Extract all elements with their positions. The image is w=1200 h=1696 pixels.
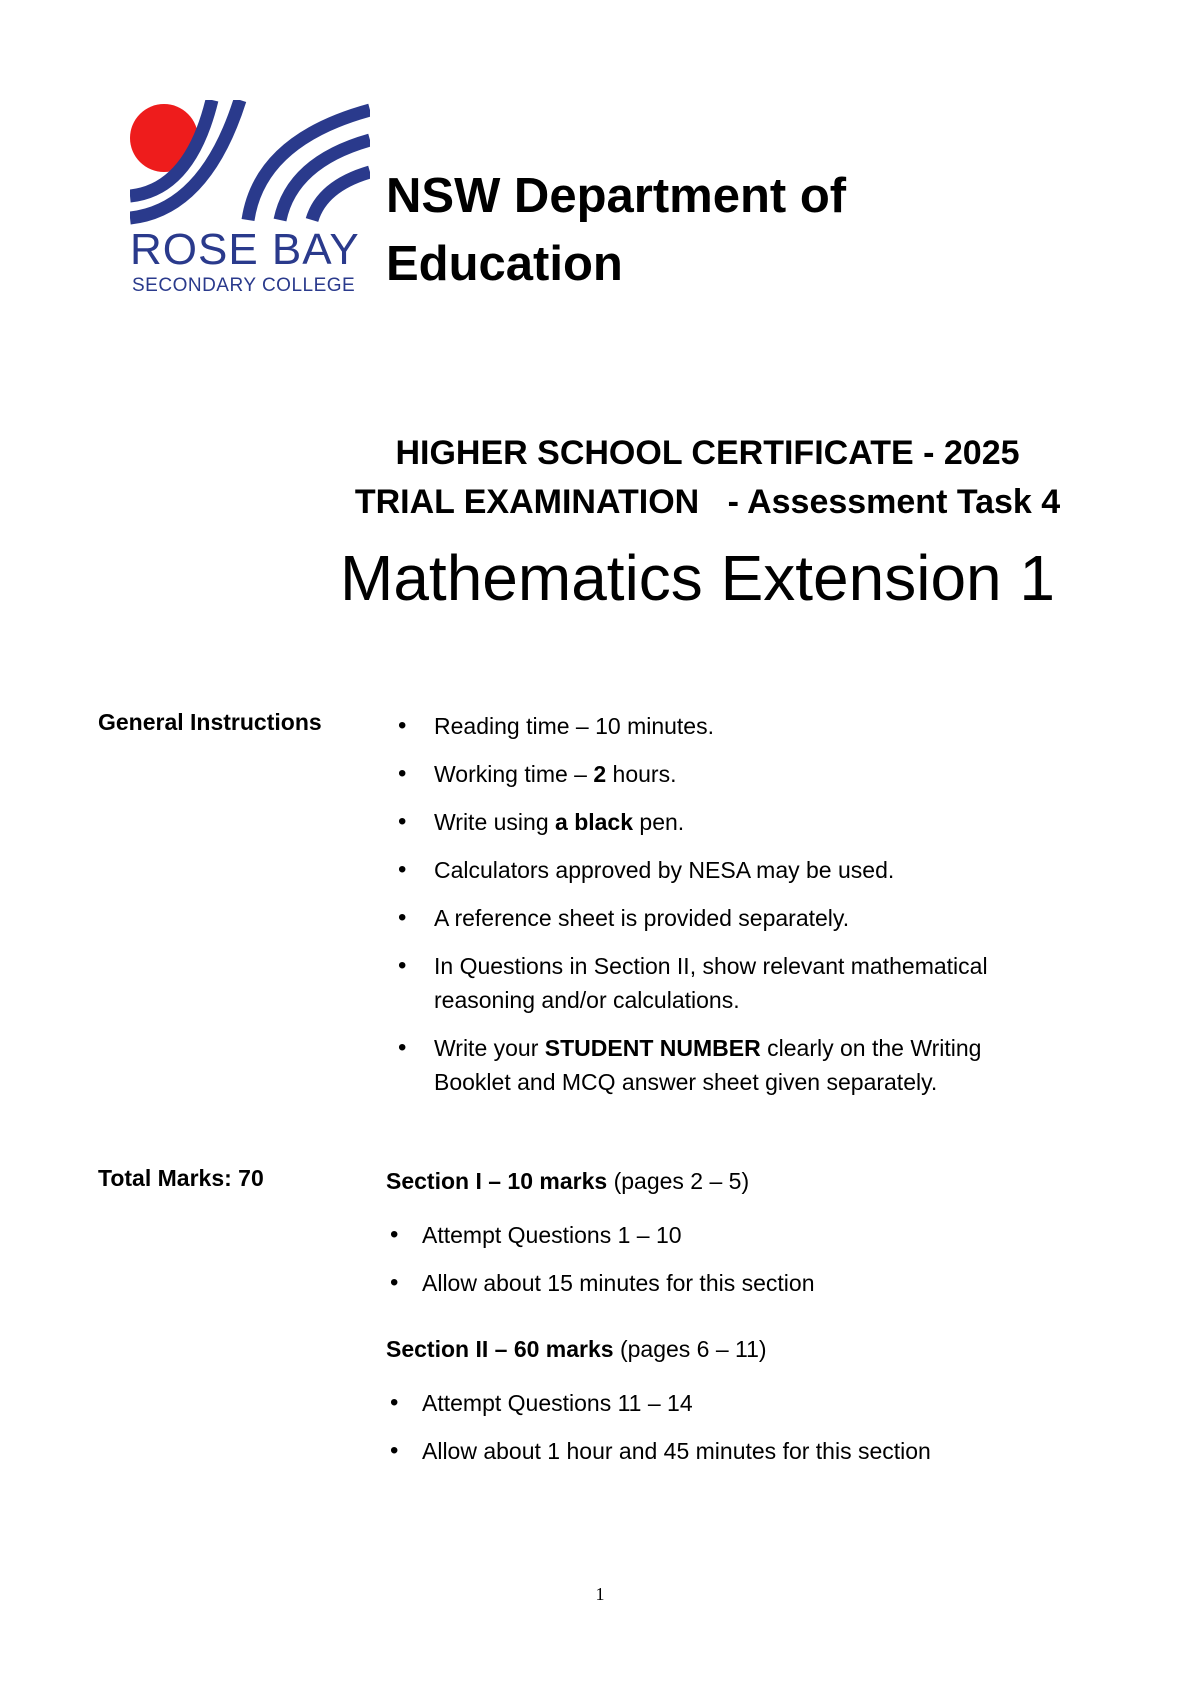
instruction-item: • Calculators approved by NESA may be used.: [386, 853, 1106, 887]
exam-title-line2: [300, 483, 1115, 522]
department-line2: Education: [386, 237, 623, 291]
section-2-item: • Attempt Questions 11 – 14: [386, 1386, 1106, 1420]
exam-title-line1: HIGHER SCHOOL CERTIFICATE - 2025: [395, 434, 1020, 472]
general-instructions-list: [386, 709, 1106, 1113]
instruction-item: • In Questions in Section II, show relevant mathematical reasoning and/or calculations.: [386, 949, 994, 1017]
section-1-heading: Section I – 10 marks (pages 2 – 5): [386, 1168, 750, 1194]
section-2-item: • Allow about 1 hour and 45 minutes for this section: [386, 1434, 1106, 1468]
instruction-item: • Reading time – 10 minutes.: [386, 709, 1106, 743]
logo-subtitle: SECONDARY COLLEGE: [132, 275, 356, 296]
section-1-item: • Allow about 15 minutes for this section: [386, 1266, 1106, 1300]
general-instructions-label: General Instructions: [98, 709, 322, 735]
rose-bay-logo-icon: [130, 100, 370, 230]
department-heading: [386, 162, 846, 298]
section-2: [386, 1332, 1106, 1468]
exam-title-main: TRIAL EXAMINATION: [354, 483, 700, 521]
section-2-heading: Section II – 60 marks (pages 6 – 11): [386, 1336, 767, 1362]
instruction-item: • Write your STUDENT NUMBER clearly on the Writing Booklet and MCQ answer sheet given separately.: [386, 1031, 1054, 1099]
section-1: [386, 1164, 1106, 1300]
page-number: 1: [595, 1584, 605, 1604]
total-marks-label: Total Marks: 70: [98, 1165, 264, 1191]
logo-name: ROSE BAY: [130, 225, 360, 274]
exam-title-suffix: - Assessment Task 4: [727, 483, 1061, 521]
instruction-item: • Working time – 2 hours.: [386, 757, 1106, 791]
course-title: Mathematics Extension 1: [340, 542, 1055, 614]
department-line1: NSW Department of: [386, 169, 847, 223]
school-logo: [130, 100, 370, 300]
section-1-item: • Attempt Questions 1 – 10: [386, 1218, 1106, 1252]
instruction-item: • Write using a black pen.: [386, 805, 1106, 839]
instruction-item: • A reference sheet is provided separately.: [386, 901, 1106, 935]
